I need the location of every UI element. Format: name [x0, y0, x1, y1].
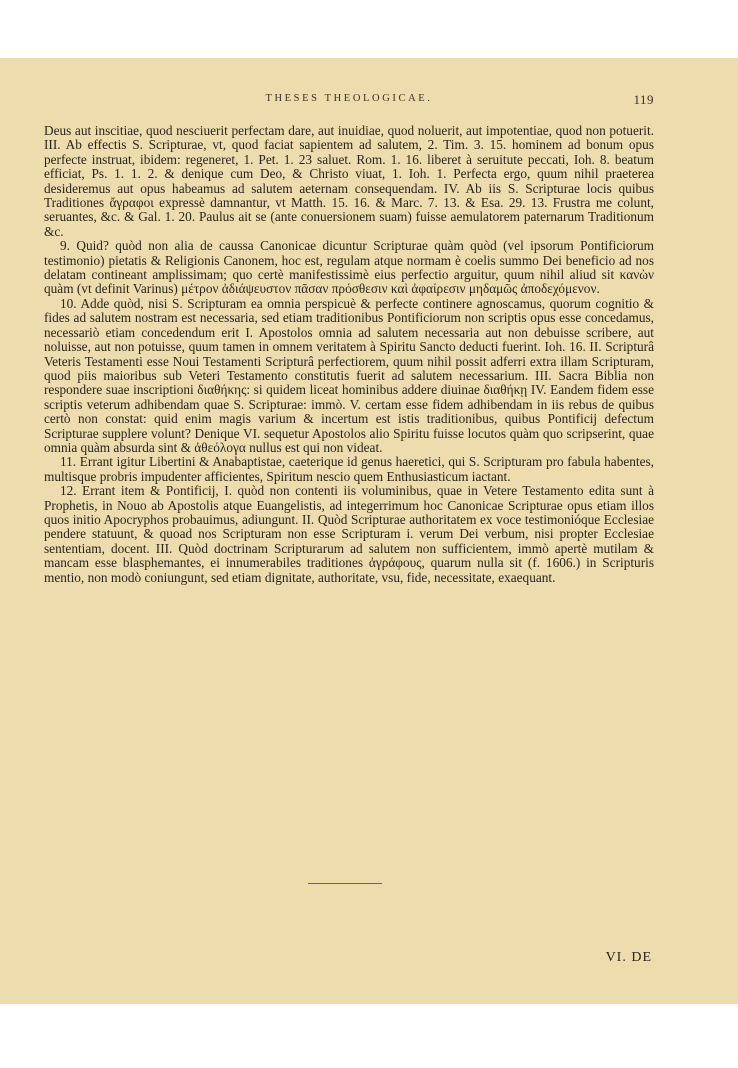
paragraph-11: [44, 455, 654, 484]
catchword: VI. DE: [605, 950, 652, 965]
paragraph-number: 12.: [60, 483, 77, 499]
paragraph-text: Deus aut inscitiae, quod nesciuerit perfectam dare, aut inuidiae, quod noluerit, aut impotentiae, quod non potuerit. III. Ab effectis S. Scripturae, vt, quod faciat sapientem ad salutem, 2. Tim. 3. 15. hominem ad bonum opus perfecte instruat, ibidem: regeneret, 1. Pet. 1. 23 saluet. Rom. 1. 16. liberet à seruitute peccati, Ioh. 8. beatum efficiat, Ps. 1. 1. 2. & denique cum Deo, & Christo viuat, 1. Ioh. 1. Perfecta ergo, quum nihil praeterea desideremus aut opus habeamus ad salutem aeternam consequendam. IV. Ab iis S. Scripturae locis quibus Traditiones ἄγραφοι expressè damnantur, vt Matth. 15. 16. & Marc. 7. 13. & Esa. 29. 13. Frustra me colunt, seruantes, &c. & Gal. 1. 20. Paulus ait se (ante conuersionem suam) fuisse aemulatorem paternarum Traditionum &c.: [44, 123, 654, 239]
paragraph-text: Errant igitur Libertini & Anabaptistae, caeterique id genus haeretici, qui S. Scripturam pro fabula habentes, multisque probris impudenter afficientes, Spiritum nescio quem Enthusiasticum iactant.: [44, 454, 654, 484]
paragraph-9: [44, 239, 654, 297]
paragraph-12: [44, 484, 654, 585]
paragraph-number: 9.: [60, 238, 70, 254]
paragraph-text: Adde quòd, nisi S. Scripturam ea omnia perspicuè & perfecte continere agnoscamus, quorum cognitio & fides ad salutem nostram est necessaria, sed etiam traditionibus Pontificiorum non scriptis opus esse concedamus, necessariò etiam concedendum erit I. Apostolos omnia ad salutem necessaria aut non debuisse scribere, aut noluisse, aut non potuisse, quum tamen in omnem veritatem à Spiritu Sancto deducti fuerint. Ioh. 16. II. Scripturâ Veteris Testamenti esse Noui Testamenti Scripturâ perfectiorem, quum nihil possit adferri extra illam Scripturam, quod piis maioribus sub Veteri Testamento constitutis fuerit ad salutem necessarium. III. Sacra Biblia non respondere suae inscriptioni διαθήκης: si quidem liceat hominibus addere diuinae διαθήκῃ IV. Eandem fidem esse scriptis veterum adhibendam quae S. Scripturae: immò. V. certam esse fidem adhibendam in iis rebus de quibus certò non constat: quid enim magis varium & incertum est istis traditionibus, quibus Pontificij defectum Scripturae supplere volunt? Denique VI. sequetur Apostolos alio Spiritu fuisse locutos quàm quo scripserint, quae omnia quàm absurda sint & ἀθεόλογα nullus est qui non videat.: [44, 295, 654, 455]
page-header: [44, 93, 654, 109]
running-title: THESES THEOLOGICAE.: [265, 93, 433, 104]
end-rule: [308, 883, 382, 884]
paragraph-10: [44, 297, 654, 455]
page-number: 119: [633, 92, 654, 107]
paragraph-text: Quid? quòd non alia de caussa Canonicae dicuntur Scripturae quàm quòd (vel ipsorum Pontificiorum testimonio) pietatis & Religionis Canonem, hoc est, regulam atque normam è coelis summo Dei beneficio ad nos delatam contineant amplissimam; quo certè manifestissimè eius perfectio arguitur, quum nihil aliud sit κανὼν quàm (vt definit Varinus) μέτρον ἀδιάψευστον πᾶσαν πρόσθεσιν καὶ ἀφαίρεσιν μηδαμῶς ἀποδεχόμενον.: [44, 238, 654, 297]
paragraph-number: 11.: [60, 454, 77, 470]
paragraph-text: Errant item & Pontificij, I. quòd non contenti iis voluminibus, quae in Vetere Testamento edita sunt à Prophetis, in Nouo ab Apostolis atque Euangelistis, ad integerrimum hoc Canonicae Scripturae opus etiam illos quos initio Apocryphos probauimus, adiungunt. II. Quòd Scripturae authoritatem ex voce testimonióque Ecclesiae pendere statuunt, & quoad nos Scripturam non esse Scripturam i. verum Dei verbum, nisi propter Ecclesiae sententiam, docent. III. Quòd doctrinam Scripturarum ad salutem non sufficientem, immò apertè mutilam & mancam esse blasphemantes, ei innumerabiles traditiones ἀγράφους, quarum nulla sit (f. 1606.) in Scripturis mentio, non modò coniungunt, sed etiam dignitate, authoritate, vsu, fide, necessitate, exaequant.: [44, 483, 654, 585]
paragraph-continued: [44, 124, 654, 239]
body-text: [44, 124, 654, 585]
book-page: [0, 58, 738, 1004]
paragraph-number: 10.: [60, 295, 77, 311]
